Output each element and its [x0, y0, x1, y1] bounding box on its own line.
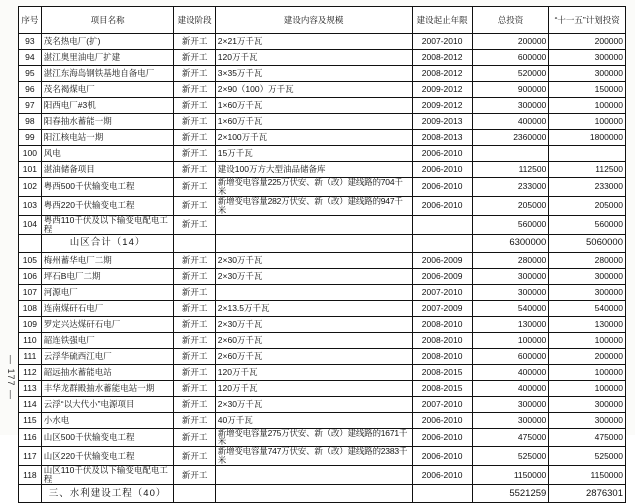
table-row	[19, 300, 626, 316]
cell-stage: 新开工	[174, 332, 215, 348]
cell-stage: 新开工	[174, 130, 215, 146]
cell-no: 115	[19, 412, 42, 428]
table-row	[19, 428, 626, 447]
cell-year: 2006-2010	[412, 178, 472, 197]
table-row	[19, 82, 626, 98]
cell-plan: 100000	[549, 380, 626, 396]
cell-plan: 100000	[549, 332, 626, 348]
cell-year: 2008-2013	[412, 130, 472, 146]
cell-no: 95	[19, 66, 42, 82]
table-row	[19, 114, 626, 130]
cell-stage: 新开工	[174, 316, 215, 332]
cell-scale	[215, 466, 412, 485]
cell-name: 云浮“以大代小”电源项目	[41, 396, 174, 412]
cell-stage: 新开工	[174, 396, 215, 412]
cell-scale: 40万千瓦	[215, 412, 412, 428]
cell-no: 107	[19, 284, 42, 300]
cell-investment: 600000	[472, 50, 549, 66]
cell-no: 111	[19, 348, 42, 364]
cell-no: 106	[19, 268, 42, 284]
table-row	[19, 412, 626, 428]
page-folio: — 177 —	[6, 355, 16, 401]
projects-table	[18, 6, 626, 503]
cell-name: 湛油储备项目	[41, 162, 174, 178]
cell-investment: 560000	[472, 215, 549, 234]
cell-stage: 新开工	[174, 284, 215, 300]
cell-investment: 130000	[472, 316, 549, 332]
cell-no: 94	[19, 50, 42, 66]
cell-stage: 新开工	[174, 466, 215, 485]
cell-scale: 2×30万千瓦	[215, 268, 412, 284]
cell-no: 110	[19, 332, 42, 348]
cell-scale: 120万千瓦	[215, 380, 412, 396]
cell-no: 100	[19, 146, 42, 162]
cell-name: 三、水利建设工程（40）	[41, 485, 174, 503]
cell-plan: 525000	[549, 447, 626, 466]
cell-stage: 新开工	[174, 66, 215, 82]
cell-year: 2006-2009	[412, 252, 472, 268]
cell-investment: 300000	[472, 98, 549, 114]
cell-plan: 5060000	[549, 234, 626, 252]
cell-year: 2007-2010	[412, 34, 472, 50]
cell-stage: 新开工	[174, 146, 215, 162]
cell-scale: 2×30万千瓦	[215, 252, 412, 268]
table-row	[19, 66, 626, 82]
header-year: 建设起止年限	[412, 7, 472, 34]
cell-scale: 2×13.5万千瓦	[215, 300, 412, 316]
table-row	[19, 364, 626, 380]
cell-no: 113	[19, 380, 42, 396]
cell-stage: 新开工	[174, 34, 215, 50]
cell-plan: 112500	[549, 162, 626, 178]
cell-name: 罗定兴达煤矸石电厂	[41, 316, 174, 332]
cell-plan	[549, 146, 626, 162]
cell-investment: 520000	[472, 66, 549, 82]
cell-year: 2008-2010	[412, 348, 472, 364]
cell-stage	[174, 485, 215, 503]
cell-stage: 新开工	[174, 50, 215, 66]
table-row	[19, 396, 626, 412]
cell-name: 山区220千伏输变电工程	[41, 447, 174, 466]
cell-name: 小水电	[41, 412, 174, 428]
table-row	[19, 284, 626, 300]
cell-no: 118	[19, 466, 42, 485]
cell-name: 湛江东海岛钢铁基地自备电厂	[41, 66, 174, 82]
header-scale: 建设内容及规模	[215, 7, 412, 34]
cell-name: 坪石B电厂二期	[41, 268, 174, 284]
cell-stage: 新开工	[174, 380, 215, 396]
cell-plan: 100000	[549, 114, 626, 130]
cell-stage	[174, 234, 215, 252]
cell-investment: 300000	[472, 268, 549, 284]
cell-stage: 新开工	[174, 114, 215, 130]
cell-name: 粤西500千伏输变电工程	[41, 178, 174, 197]
cell-scale	[215, 234, 412, 252]
table-row	[19, 215, 626, 234]
cell-name: 韶连铁强电厂	[41, 332, 174, 348]
cell-plan: 475000	[549, 428, 626, 447]
cell-stage: 新开工	[174, 364, 215, 380]
cell-investment: 280000	[472, 252, 549, 268]
cell-no	[19, 485, 42, 503]
cell-year: 2006-2009	[412, 268, 472, 284]
cell-name: 阳江核电站一期	[41, 130, 174, 146]
cell-no: 105	[19, 252, 42, 268]
cell-year: 2006-2010	[412, 447, 472, 466]
header-investment: 总投资	[472, 7, 549, 34]
cell-name: 湛江奥里油电厂扩建	[41, 50, 174, 66]
header-stage: 建设阶段	[174, 7, 215, 34]
cell-year: 2008-2010	[412, 316, 472, 332]
cell-investment: 1150000	[472, 466, 549, 485]
cell-scale: 2×21万千瓦	[215, 34, 412, 50]
cell-investment: 6300000	[472, 234, 549, 252]
cell-year: 2008-2015	[412, 364, 472, 380]
cell-investment: 540000	[472, 300, 549, 316]
cell-name: 阳西电厂#3机	[41, 98, 174, 114]
table-row	[19, 466, 626, 485]
table-row	[19, 196, 626, 215]
cell-name: 丰华龙群殿抽水蓄能电站一期	[41, 380, 174, 396]
cell-no: 96	[19, 82, 42, 98]
cell-scale: 120万千瓦	[215, 364, 412, 380]
cell-scale: 1×60万千瓦	[215, 114, 412, 130]
cell-year: 2009-2012	[412, 82, 472, 98]
cell-investment: 600000	[472, 348, 549, 364]
cell-investment	[472, 146, 549, 162]
cell-no: 97	[19, 98, 42, 114]
cell-name: 连南煤矸石电厂	[41, 300, 174, 316]
cell-scale: 1×60万千瓦	[215, 98, 412, 114]
cell-scale: 新增变电容量282万伏安、新（改）建线路的947千米	[215, 196, 412, 215]
cell-year: 2006-2010	[412, 196, 472, 215]
cell-stage: 新开工	[174, 268, 215, 284]
cell-plan: 300000	[549, 284, 626, 300]
cell-scale: 2×100万千瓦	[215, 130, 412, 146]
table-section-row	[19, 234, 626, 252]
cell-year: 2008-2015	[412, 380, 472, 396]
cell-plan: 100000	[549, 98, 626, 114]
table-row	[19, 130, 626, 146]
table-row	[19, 380, 626, 396]
cell-no: 108	[19, 300, 42, 316]
table-section-row	[19, 485, 626, 503]
cell-no: 101	[19, 162, 42, 178]
cell-name: 粤西110千伏及以下输变电配电工程	[41, 215, 174, 234]
cell-year	[412, 215, 472, 234]
cell-year: 2007-2009	[412, 300, 472, 316]
cell-stage: 新开工	[174, 162, 215, 178]
cell-plan: 300000	[549, 268, 626, 284]
cell-plan: 200000	[549, 34, 626, 50]
table-row	[19, 146, 626, 162]
header-plan: “十一五”计划投资	[549, 7, 626, 34]
cell-scale: 2×30万千瓦	[215, 396, 412, 412]
cell-investment: 400000	[472, 380, 549, 396]
cell-scale: 建设100万方大型油品储备库	[215, 162, 412, 178]
cell-scale: 15万千瓦	[215, 146, 412, 162]
cell-plan: 300000	[549, 412, 626, 428]
cell-name: 山区合计（14）	[41, 234, 174, 252]
cell-name: 云浮华硫西江电厂	[41, 348, 174, 364]
cell-plan: 205000	[549, 196, 626, 215]
cell-investment: 112500	[472, 162, 549, 178]
cell-stage: 新开工	[174, 98, 215, 114]
table-row	[19, 162, 626, 178]
cell-scale	[215, 284, 412, 300]
cell-scale	[215, 485, 412, 503]
cell-no: 104	[19, 215, 42, 234]
table-row	[19, 178, 626, 197]
cell-name: 阳春抽水蓄能一期	[41, 114, 174, 130]
table-row	[19, 316, 626, 332]
cell-year	[412, 485, 472, 503]
cell-name: 山区110千伏及以下输变电配电工程	[41, 466, 174, 485]
cell-scale	[215, 215, 412, 234]
cell-plan: 300000	[549, 396, 626, 412]
cell-no: 109	[19, 316, 42, 332]
table-row	[19, 252, 626, 268]
cell-year: 2006-2010	[412, 146, 472, 162]
cell-investment: 475000	[472, 428, 549, 447]
cell-plan: 560000	[549, 215, 626, 234]
cell-investment: 100000	[472, 332, 549, 348]
cell-stage: 新开工	[174, 348, 215, 364]
cell-stage: 新开工	[174, 196, 215, 215]
cell-year: 2007-2010	[412, 396, 472, 412]
cell-stage: 新开工	[174, 215, 215, 234]
cell-year: 2008-2012	[412, 66, 472, 82]
cell-year: 2008-2010	[412, 332, 472, 348]
cell-plan: 540000	[549, 300, 626, 316]
cell-scale: 2×60万千瓦	[215, 332, 412, 348]
cell-scale: 3×35万千瓦	[215, 66, 412, 82]
table-row	[19, 98, 626, 114]
cell-stage: 新开工	[174, 178, 215, 197]
cell-investment: 300000	[472, 412, 549, 428]
cell-no: 93	[19, 34, 42, 50]
cell-scale: 新增变电容量747万伏安、新（改）建线路的2383千米	[215, 447, 412, 466]
cell-stage: 新开工	[174, 447, 215, 466]
cell-name: 山区500千伏输变电工程	[41, 428, 174, 447]
table-row	[19, 50, 626, 66]
cell-plan: 233000	[549, 178, 626, 197]
cell-year: 2007-2010	[412, 284, 472, 300]
cell-plan: 100000	[549, 364, 626, 380]
cell-investment: 400000	[472, 114, 549, 130]
cell-year: 2006-2010	[412, 412, 472, 428]
cell-plan: 1800000	[549, 130, 626, 146]
cell-name: 河源电厂	[41, 284, 174, 300]
cell-year: 2008-2012	[412, 50, 472, 66]
cell-investment: 900000	[472, 82, 549, 98]
cell-scale: 新增变电容量225万伏安、新（改）建线路的704千米	[215, 178, 412, 197]
cell-year: 2009-2013	[412, 114, 472, 130]
cell-investment: 233000	[472, 178, 549, 197]
cell-investment: 200000	[472, 34, 549, 50]
cell-stage: 新开工	[174, 412, 215, 428]
cell-investment: 205000	[472, 196, 549, 215]
cell-stage: 新开工	[174, 300, 215, 316]
table-row	[19, 348, 626, 364]
cell-no	[19, 234, 42, 252]
table-row	[19, 447, 626, 466]
table-row	[19, 332, 626, 348]
cell-scale: 120万千瓦	[215, 50, 412, 66]
cell-name: 风电	[41, 146, 174, 162]
cell-plan: 280000	[549, 252, 626, 268]
cell-plan: 150000	[549, 82, 626, 98]
cell-scale: 2×90（100）万千瓦	[215, 82, 412, 98]
cell-year	[412, 234, 472, 252]
cell-no: 116	[19, 428, 42, 447]
cell-name: 茂名褐煤电厂	[41, 82, 174, 98]
cell-no: 112	[19, 364, 42, 380]
table-row	[19, 34, 626, 50]
cell-investment: 2360000	[472, 130, 549, 146]
table-row	[19, 268, 626, 284]
cell-year: 2006-2010	[412, 466, 472, 485]
cell-plan: 130000	[549, 316, 626, 332]
cell-name: 韶远抽水蓄能电站	[41, 364, 174, 380]
cell-plan: 2876301	[549, 485, 626, 503]
cell-name: 粤西220千伏输变电工程	[41, 196, 174, 215]
cell-no: 103	[19, 196, 42, 215]
cell-scale: 2×30万千瓦	[215, 316, 412, 332]
cell-year: 2006-2010	[412, 428, 472, 447]
cell-no: 102	[19, 178, 42, 197]
cell-no: 98	[19, 114, 42, 130]
cell-plan: 1150000	[549, 466, 626, 485]
cell-name: 茂名热电厂(扩)	[41, 34, 174, 50]
cell-stage: 新开工	[174, 428, 215, 447]
cell-investment: 5521259	[472, 485, 549, 503]
header-name: 项目名称	[41, 7, 174, 34]
cell-name: 梅州蓄华电厂二期	[41, 252, 174, 268]
cell-no: 117	[19, 447, 42, 466]
cell-plan: 300000	[549, 66, 626, 82]
cell-investment: 300000	[472, 284, 549, 300]
cell-stage: 新开工	[174, 82, 215, 98]
table-header-row	[19, 7, 626, 34]
cell-investment: 525000	[472, 447, 549, 466]
cell-year: 2009-2012	[412, 98, 472, 114]
cell-no: 99	[19, 130, 42, 146]
cell-no: 114	[19, 396, 42, 412]
cell-investment: 300000	[472, 396, 549, 412]
cell-year: 2006-2010	[412, 162, 472, 178]
cell-stage: 新开工	[174, 252, 215, 268]
cell-scale: 新增变电容量275万伏安、新（改）建线路的1671千米	[215, 428, 412, 447]
header-no: 序号	[19, 7, 42, 34]
cell-investment: 400000	[472, 364, 549, 380]
cell-plan: 200000	[549, 348, 626, 364]
table-body	[19, 34, 626, 503]
cell-plan: 300000	[549, 50, 626, 66]
cell-scale: 2×60万千瓦	[215, 348, 412, 364]
